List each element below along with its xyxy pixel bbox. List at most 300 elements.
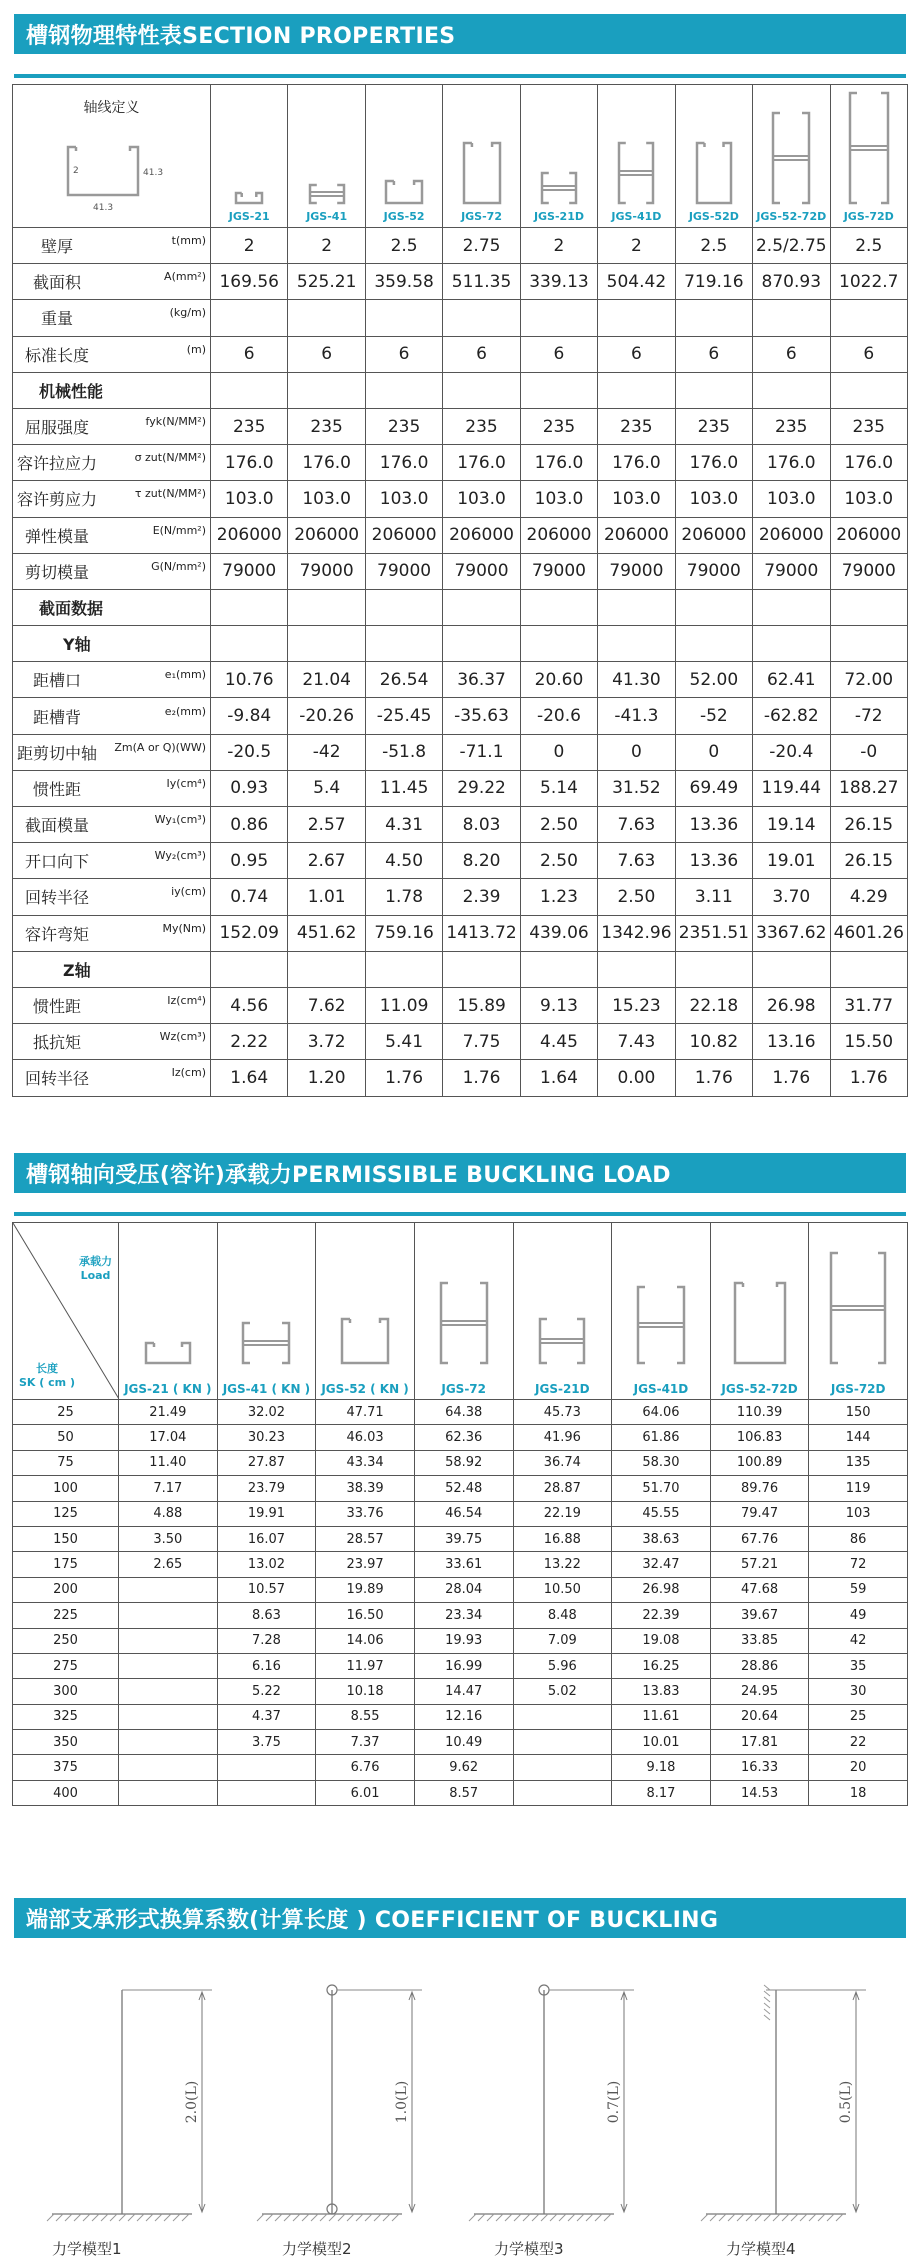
value-cell: 2.57 — [288, 807, 365, 843]
value-cell: 206000 — [520, 517, 597, 553]
double-channel-icon — [441, 1283, 487, 1363]
mechanical-model-2 — [257, 1985, 422, 2221]
load-cell: 106.83 — [710, 1425, 809, 1450]
load-cell: 119 — [809, 1476, 908, 1501]
value-cell: 3.72 — [288, 1024, 365, 1060]
load-cell: 20.64 — [710, 1704, 809, 1729]
value-cell: 15.50 — [830, 1024, 908, 1060]
load-cell: 51.70 — [612, 1476, 711, 1501]
value-cell: 359.58 — [365, 264, 442, 300]
section-heading-cell — [13, 589, 211, 625]
load-cell: 46.54 — [414, 1501, 513, 1526]
load-cell: 59 — [809, 1577, 908, 1602]
value-cell: 103.0 — [830, 481, 908, 517]
load-cell — [119, 1755, 218, 1780]
property-unit: σ zut(N/MM²) — [134, 451, 206, 465]
property-unit: Wy₂(cm³) — [154, 849, 206, 863]
load-cell: 103 — [809, 1501, 908, 1526]
empty-cell — [753, 372, 830, 408]
load-cell: 135 — [809, 1450, 908, 1475]
value-cell: 759.16 — [365, 915, 442, 951]
load-cell: 16.07 — [217, 1526, 316, 1551]
value-cell: 235 — [675, 408, 752, 444]
empty-cell — [753, 951, 830, 987]
table-row — [13, 1552, 908, 1577]
load-cell: 32.02 — [217, 1400, 316, 1425]
property-label-cell — [13, 517, 211, 553]
value-cell: 206000 — [211, 517, 288, 553]
value-cell: 2.5/2.75 — [753, 228, 830, 264]
property-name: 惯性距 — [32, 779, 81, 799]
load-model-header — [513, 1223, 612, 1400]
value-cell: 6 — [830, 336, 908, 372]
length-cell: 50 — [13, 1425, 119, 1450]
property-name: 屈服强度 — [24, 418, 89, 438]
value-cell: -9.84 — [211, 698, 288, 734]
model-header-jgs-52 — [365, 85, 442, 228]
load-cell: 41.96 — [513, 1425, 612, 1450]
value-cell: -72 — [830, 698, 908, 734]
table-row — [13, 553, 908, 589]
value-cell: 2.5 — [830, 228, 908, 264]
load-cell: 42 — [809, 1628, 908, 1653]
load-cell: 14.53 — [710, 1780, 809, 1805]
table-row — [13, 1450, 908, 1475]
header-row — [13, 1223, 908, 1400]
value-cell: 2.50 — [598, 879, 675, 915]
property-name: 截面模量 — [24, 816, 89, 836]
value-cell: 29.22 — [443, 770, 520, 806]
double-channel-icon — [831, 1253, 885, 1363]
empty-cell — [365, 372, 442, 408]
length-factor: 2.0(L) — [184, 2080, 200, 2124]
value-cell: 8.03 — [443, 807, 520, 843]
axis-definition-cell — [13, 85, 211, 228]
model-label: JGS-21 — [228, 210, 270, 223]
load-cell — [513, 1755, 612, 1780]
load-cell: 45.73 — [513, 1400, 612, 1425]
section-properties-banner — [14, 14, 906, 54]
load-cell: 38.63 — [612, 1526, 711, 1551]
load-cell: 9.18 — [612, 1755, 711, 1780]
model-caption: 力学模型4 — [726, 2240, 796, 2258]
load-cell: 58.30 — [612, 1450, 711, 1475]
value-cell: 4.45 — [520, 1024, 597, 1060]
value-cell: 5.14 — [520, 770, 597, 806]
value-cell: 1.76 — [753, 1060, 830, 1096]
load-cell: 3.75 — [217, 1730, 316, 1755]
model-caption: 力学模型3 — [494, 2240, 564, 2258]
value-cell: 31.77 — [830, 987, 908, 1023]
property-unit: (kg/m) — [169, 306, 206, 320]
value-cell: 2 — [520, 228, 597, 264]
length-cell: 300 — [13, 1679, 119, 1704]
value-cell: 4.31 — [365, 807, 442, 843]
property-name: 重量 — [40, 309, 73, 329]
dimension-label: 41.3 — [93, 203, 114, 213]
property-unit: Iy(cm⁴) — [166, 776, 206, 790]
value-cell: 188.27 — [830, 770, 908, 806]
table-row — [13, 264, 908, 300]
property-name: 距槽口 — [32, 671, 81, 691]
value-cell: 2.67 — [288, 843, 365, 879]
value-cell: 176.0 — [753, 445, 830, 481]
table-row — [13, 300, 908, 336]
load-cell: 58.92 — [414, 1450, 513, 1475]
empty-cell — [365, 951, 442, 987]
model-label: JGS-52 ( KN ) — [321, 1382, 409, 1396]
section-heading-cell — [13, 626, 211, 662]
load-cell: 23.79 — [217, 1476, 316, 1501]
property-name: 容许拉应力 — [16, 454, 97, 474]
length-factor: 0.5(L) — [838, 2080, 854, 2124]
load-cell: 28.04 — [414, 1577, 513, 1602]
load-cell: 19.93 — [414, 1628, 513, 1653]
table-row — [13, 1730, 908, 1755]
buckling-load-table — [12, 1222, 908, 1806]
value-cell: 79000 — [520, 553, 597, 589]
mechanical-model-3 — [469, 1985, 634, 2221]
property-name: 壁厚 — [40, 237, 73, 257]
empty-cell — [443, 951, 520, 987]
load-cell: 13.83 — [612, 1679, 711, 1704]
length-cell: 350 — [13, 1730, 119, 1755]
load-cell: 14.06 — [316, 1628, 415, 1653]
empty-cell — [443, 372, 520, 408]
property-name: 回转半径 — [24, 888, 89, 908]
value-cell: 1.76 — [675, 1060, 752, 1096]
header-row — [13, 85, 908, 228]
load-cell: 21.49 — [119, 1400, 218, 1425]
load-cell — [119, 1603, 218, 1628]
property-unit: (m) — [186, 342, 206, 356]
model-header-jgs-21 — [211, 85, 288, 228]
load-cell — [119, 1679, 218, 1704]
value-cell: 7.62 — [288, 987, 365, 1023]
property-unit: e₁(mm) — [164, 668, 206, 682]
load-cell: 10.01 — [612, 1730, 711, 1755]
value-cell: 62.41 — [753, 662, 830, 698]
property-unit: t(mm) — [171, 234, 206, 248]
value-cell: 72.00 — [830, 662, 908, 698]
property-label-cell — [13, 408, 211, 444]
model-label: JGS-52 — [383, 210, 425, 223]
load-cell: 64.38 — [414, 1400, 513, 1425]
value-cell: 235 — [365, 408, 442, 444]
value-cell: 1.23 — [520, 879, 597, 915]
load-cell: 28.86 — [710, 1653, 809, 1678]
value-cell: 206000 — [443, 517, 520, 553]
value-cell: 69.49 — [675, 770, 752, 806]
corner-cell — [13, 1223, 119, 1400]
property-label-cell — [13, 662, 211, 698]
value-cell: 2.5 — [675, 228, 752, 264]
empty-cell — [520, 951, 597, 987]
length-cell: 175 — [13, 1552, 119, 1577]
property-label-cell — [13, 1024, 211, 1060]
value-cell: 2.50 — [520, 807, 597, 843]
length-factor: 0.7(L) — [606, 2080, 622, 2124]
table-row — [13, 1603, 908, 1628]
property-name: 标准长度 — [24, 345, 89, 365]
value-cell: 13.36 — [675, 807, 752, 843]
empty-cell — [211, 589, 288, 625]
value-cell: 6 — [753, 336, 830, 372]
value-cell: 20.60 — [520, 662, 597, 698]
value-cell: 235 — [288, 408, 365, 444]
load-cell: 38.39 — [316, 1476, 415, 1501]
dimension-label: 41.3 — [143, 168, 164, 178]
value-cell: 206000 — [288, 517, 365, 553]
property-unit: τ zut(N/MM²) — [134, 487, 206, 501]
value-cell: 0 — [520, 734, 597, 770]
value-cell: 1.78 — [365, 879, 442, 915]
value-cell: 235 — [598, 408, 675, 444]
profile-diagram — [452, 85, 512, 227]
value-cell: 0.93 — [211, 770, 288, 806]
load-cell: 89.76 — [710, 1476, 809, 1501]
load-cell: 49 — [809, 1603, 908, 1628]
value-cell: 206000 — [365, 517, 442, 553]
empty-cell — [830, 626, 908, 662]
section-heading: 截面数据 — [39, 598, 104, 618]
load-cell: 16.99 — [414, 1653, 513, 1678]
value-cell: 1413.72 — [443, 915, 520, 951]
load-cell: 28.57 — [316, 1526, 415, 1551]
model-label: JGS-52-72D — [721, 1382, 798, 1396]
load-cell: 11.61 — [612, 1704, 711, 1729]
load-cell: 35 — [809, 1653, 908, 1678]
table-row — [13, 408, 908, 444]
value-cell: 176.0 — [598, 445, 675, 481]
load-cell: 46.03 — [316, 1425, 415, 1450]
load-cell: 30 — [809, 1679, 908, 1704]
banner-underline — [14, 1212, 906, 1216]
value-cell: 1.01 — [288, 879, 365, 915]
model-label: JGS-21 ( KN ) — [124, 1382, 212, 1396]
load-cell — [119, 1577, 218, 1602]
property-unit: Iz(cm) — [171, 1066, 206, 1080]
value-cell: 26.98 — [753, 987, 830, 1023]
load-cell: 9.62 — [414, 1755, 513, 1780]
value-cell: 2.39 — [443, 879, 520, 915]
model-caption: 力学模型2 — [282, 2240, 352, 2258]
empty-cell — [211, 372, 288, 408]
value-cell: 26.54 — [365, 662, 442, 698]
dimension-label: 2 — [73, 166, 79, 176]
profile-diagram — [297, 85, 357, 227]
model-header-jgs-72 — [443, 85, 520, 228]
property-unit: iy(cm) — [171, 885, 206, 899]
empty-cell — [443, 589, 520, 625]
double-channel-icon — [540, 1319, 584, 1363]
value-cell: 103.0 — [211, 481, 288, 517]
value-cell: 4.56 — [211, 987, 288, 1023]
value-cell: 6 — [443, 336, 520, 372]
table-row — [13, 1755, 908, 1780]
value-cell: 2 — [598, 228, 675, 264]
load-cell: 8.48 — [513, 1603, 612, 1628]
empty-cell — [598, 589, 675, 625]
profile-diagram — [684, 85, 744, 227]
load-cell — [119, 1628, 218, 1653]
value-cell: 176.0 — [211, 445, 288, 481]
empty-cell — [598, 626, 675, 662]
load-cell: 6.16 — [217, 1653, 316, 1678]
load-cell — [119, 1780, 218, 1805]
profile-diagram — [616, 1223, 706, 1399]
load-cell: 22.39 — [612, 1603, 711, 1628]
load-model-header — [217, 1223, 316, 1400]
load-cell: 4.88 — [119, 1501, 218, 1526]
load-cell — [119, 1730, 218, 1755]
load-cell — [217, 1755, 316, 1780]
property-label-cell — [13, 481, 211, 517]
table-row — [13, 698, 908, 734]
section-heading: 机械性能 — [39, 381, 104, 401]
double-channel-icon — [243, 1323, 289, 1363]
load-cell: 79.47 — [710, 1501, 809, 1526]
empty-cell — [830, 951, 908, 987]
table-row — [13, 1628, 908, 1653]
load-cell: 62.36 — [414, 1425, 513, 1450]
value-cell: 1342.96 — [598, 915, 675, 951]
empty-cell — [443, 626, 520, 662]
load-cell: 110.39 — [710, 1400, 809, 1425]
value-cell: -52 — [675, 698, 752, 734]
empty-cell — [365, 589, 442, 625]
profile-diagram — [606, 85, 666, 227]
empty-cell — [288, 626, 365, 662]
table-row — [13, 1501, 908, 1526]
value-cell: 235 — [753, 408, 830, 444]
property-label-cell — [13, 879, 211, 915]
profile-diagram — [219, 85, 279, 227]
empty-cell — [520, 589, 597, 625]
length-cell: 225 — [13, 1603, 119, 1628]
value-cell: 119.44 — [753, 770, 830, 806]
length-cell: 250 — [13, 1628, 119, 1653]
property-name: 容许弯矩 — [24, 924, 89, 944]
property-name: 剪切模量 — [24, 562, 89, 582]
value-cell: 79000 — [675, 553, 752, 589]
table-row — [13, 915, 908, 951]
property-unit: E(N/mm²) — [152, 523, 206, 537]
model-label: JGS-21D — [535, 1382, 590, 1396]
table-row — [13, 372, 908, 408]
load-model-header — [710, 1223, 809, 1400]
value-cell: 79000 — [211, 553, 288, 589]
table-row — [13, 445, 908, 481]
load-cell: 17.81 — [710, 1730, 809, 1755]
table-row — [13, 481, 908, 517]
value-cell: 1022.7 — [830, 264, 908, 300]
length-factor: 1.0(L) — [394, 2080, 410, 2124]
load-cell: 100.89 — [710, 1450, 809, 1475]
load-cell: 150 — [809, 1400, 908, 1425]
value-cell: 13.36 — [675, 843, 752, 879]
table-row — [13, 1425, 908, 1450]
value-cell: 9.13 — [520, 987, 597, 1023]
table-row — [13, 1704, 908, 1729]
property-unit: Wy₁(cm³) — [154, 813, 206, 827]
load-model-header — [316, 1223, 415, 1400]
table-row — [13, 987, 908, 1023]
value-cell: 206000 — [753, 517, 830, 553]
section-heading-cell — [13, 951, 211, 987]
model-header-jgs-41d — [598, 85, 675, 228]
length-cell: 200 — [13, 1577, 119, 1602]
value-cell: -0 — [830, 734, 908, 770]
load-cell: 16.88 — [513, 1526, 612, 1551]
load-cell: 10.50 — [513, 1577, 612, 1602]
load-model-header — [414, 1223, 513, 1400]
load-cell: 25 — [809, 1704, 908, 1729]
model-header-jgs-72d — [830, 85, 908, 228]
load-cell: 7.37 — [316, 1730, 415, 1755]
load-cell — [513, 1730, 612, 1755]
property-label-cell — [13, 734, 211, 770]
value-cell — [365, 300, 442, 336]
table-row — [13, 951, 908, 987]
length-cell: 375 — [13, 1755, 119, 1780]
value-cell: -20.5 — [211, 734, 288, 770]
value-cell: 176.0 — [675, 445, 752, 481]
load-cell: 4.37 — [217, 1704, 316, 1729]
value-cell — [288, 300, 365, 336]
load-cell: 7.28 — [217, 1628, 316, 1653]
load-cell: 8.17 — [612, 1780, 711, 1805]
table-row — [13, 1060, 908, 1096]
load-cell: 5.02 — [513, 1679, 612, 1704]
property-label-cell — [13, 698, 211, 734]
table-row — [13, 517, 908, 553]
load-cell: 19.89 — [316, 1577, 415, 1602]
value-cell: 103.0 — [443, 481, 520, 517]
value-cell: -41.3 — [598, 698, 675, 734]
load-cell — [513, 1704, 612, 1729]
profile-diagram — [839, 85, 899, 227]
value-cell: 7.43 — [598, 1024, 675, 1060]
property-name: 容许剪应力 — [16, 490, 97, 510]
load-cell: 12.16 — [414, 1704, 513, 1729]
property-name: 抵抗矩 — [32, 1033, 81, 1053]
value-cell: 79000 — [365, 553, 442, 589]
value-cell: 36.37 — [443, 662, 520, 698]
property-unit: Wz(cm³) — [159, 1030, 206, 1044]
table-row — [13, 879, 908, 915]
channel-profile-icon — [236, 193, 262, 203]
table-row — [13, 1476, 908, 1501]
load-cell: 5.22 — [217, 1679, 316, 1704]
value-cell: 103.0 — [598, 481, 675, 517]
value-cell: 1.76 — [443, 1060, 520, 1096]
length-label: 长度 SK ( cm ) — [19, 1362, 75, 1389]
load-label: 承载力 Load — [79, 1255, 112, 1282]
load-model-header — [809, 1223, 908, 1400]
empty-cell — [753, 589, 830, 625]
load-cell: 39.67 — [710, 1603, 809, 1628]
load-cell: 30.23 — [217, 1425, 316, 1450]
value-cell: 19.14 — [753, 807, 830, 843]
load-cell: 14.47 — [414, 1679, 513, 1704]
mechanical-models — [14, 1970, 906, 2258]
value-cell: -71.1 — [443, 734, 520, 770]
value-cell: -20.6 — [520, 698, 597, 734]
value-cell: 504.42 — [598, 264, 675, 300]
value-cell: 11.09 — [365, 987, 442, 1023]
value-cell: 206000 — [675, 517, 752, 553]
